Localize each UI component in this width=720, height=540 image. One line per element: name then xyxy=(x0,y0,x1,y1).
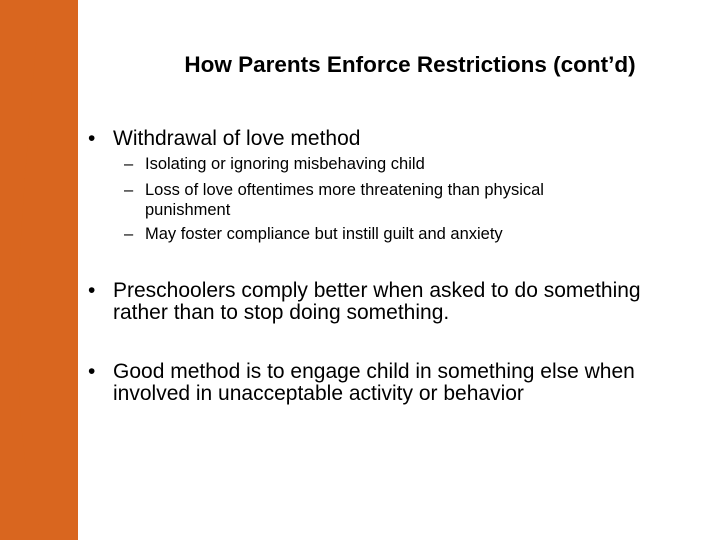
sub-bullet-line: Loss of love oftentimes more threatening than physical xyxy=(145,181,544,199)
dash-marker: – xyxy=(124,225,134,243)
bullet-line: rather than to stop doing something. xyxy=(113,301,450,324)
bullet-marker: • xyxy=(88,279,96,302)
sub-bullet-text: May foster compliance but instill guilt and anxiety xyxy=(145,225,503,243)
bullet-marker: • xyxy=(88,127,96,150)
sub-bullet-text: Isolating or ignoring misbehaving child xyxy=(145,155,425,173)
dash-marker: – xyxy=(124,155,134,173)
bullet-text xyxy=(113,361,635,405)
bullet-text xyxy=(113,280,641,324)
sub-bullet-line: punishment xyxy=(145,201,231,219)
dash-marker: – xyxy=(124,181,134,199)
bullet-text: Withdrawal of love method xyxy=(113,127,361,150)
bullet-line: involved in unacceptable activity or behavior xyxy=(113,382,524,405)
bullet-line: Preschoolers comply better when asked to do something xyxy=(113,279,641,302)
slide-title: How Parents Enforce Restrictions (cont’d) xyxy=(184,52,636,77)
bullet-line: Good method is to engage child in something else when xyxy=(113,360,635,383)
sub-bullet-text xyxy=(145,180,544,220)
bullet-marker: • xyxy=(88,360,96,383)
